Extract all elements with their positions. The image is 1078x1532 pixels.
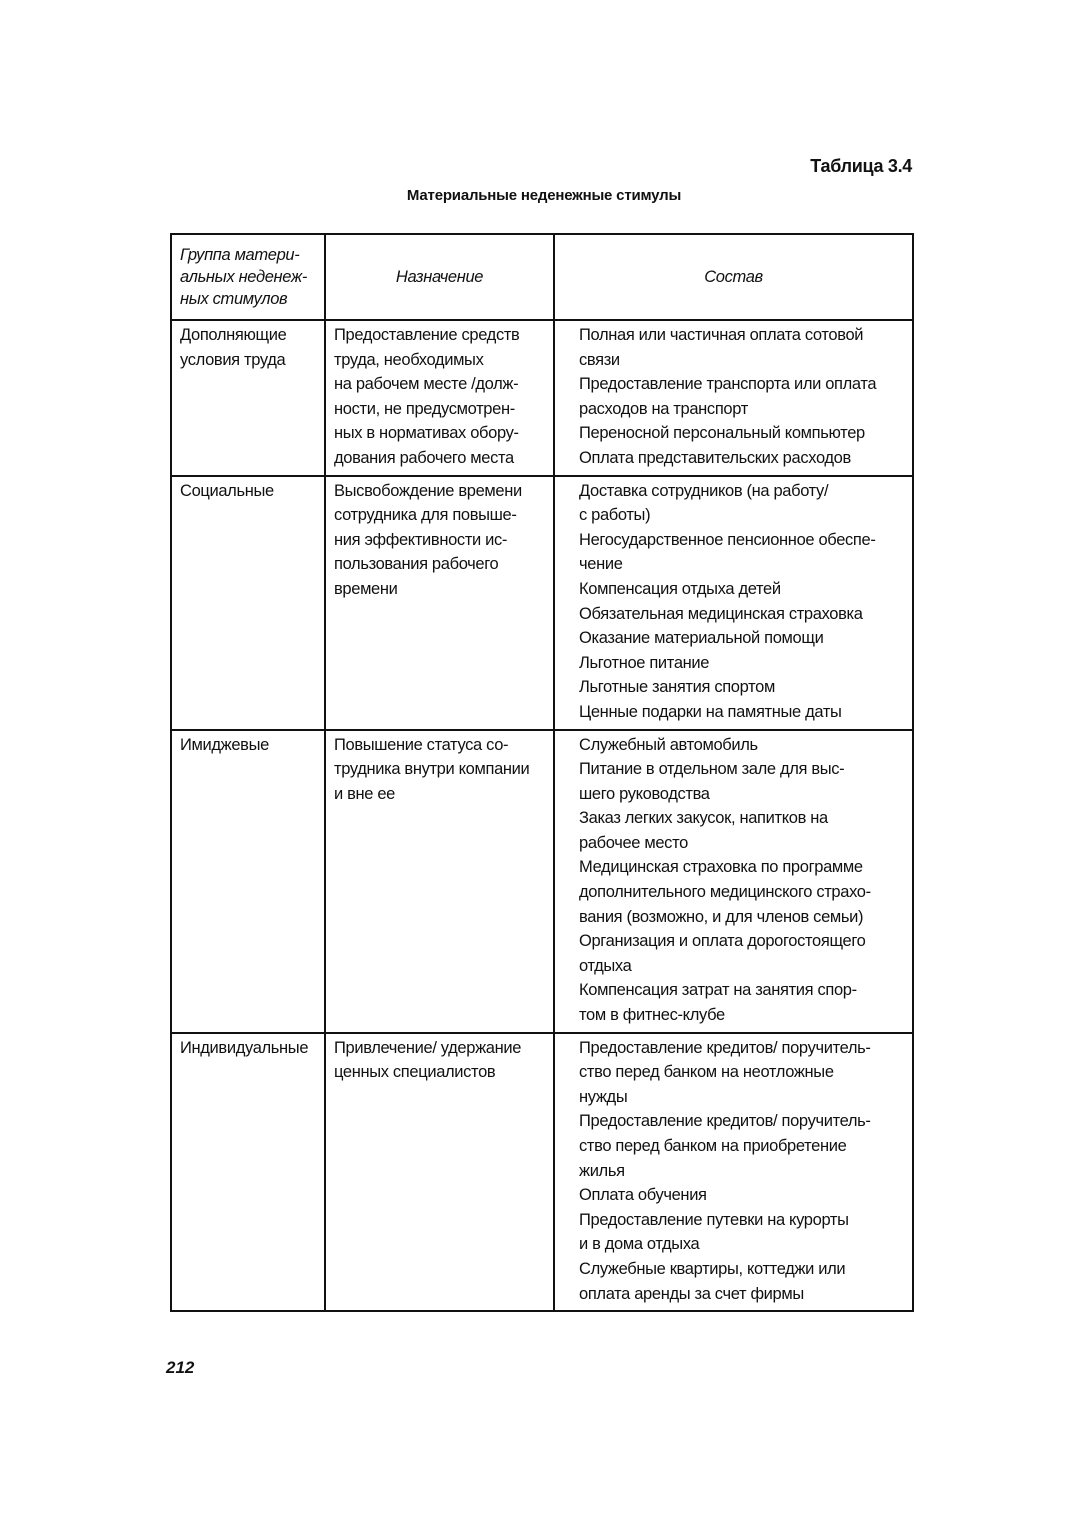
purpose-line: ных в нормативах обору- bbox=[334, 424, 519, 443]
table-row bbox=[171, 320, 913, 476]
items-line: Компенсация затрат на занятия спор- bbox=[579, 981, 857, 1000]
table-label: Таблица 3.4 bbox=[810, 156, 912, 176]
group-line: Имиджевые bbox=[180, 735, 269, 754]
items-line: с работы) bbox=[579, 506, 651, 525]
items-line: Ценные подарки на памятные даты bbox=[579, 702, 842, 721]
items-line: Льготное питание bbox=[579, 653, 710, 672]
items-line: Компенсация отдыха детей bbox=[579, 579, 781, 598]
items-line: Служебный автомобиль bbox=[579, 735, 758, 754]
items-line: дополнительного медицинского страхо- bbox=[579, 883, 871, 902]
purpose-line: трудника внутри компании bbox=[334, 760, 530, 779]
purpose-line: и вне ее bbox=[334, 784, 395, 803]
purpose-line: Предоставление средств bbox=[334, 326, 520, 344]
table-body bbox=[171, 320, 913, 1311]
group-line: Социальные bbox=[180, 481, 274, 500]
items-line: Полная или частичная оплата сотовой bbox=[579, 326, 864, 344]
purpose-line: Привлечение/ удержание bbox=[334, 1038, 522, 1057]
header-purpose: Назначение bbox=[325, 234, 554, 320]
page-number: 212 bbox=[166, 1358, 195, 1377]
items-line: Медицинская страховка по программе bbox=[579, 858, 863, 877]
group-cell bbox=[171, 1033, 325, 1312]
header-group-line: ных стимулов bbox=[180, 290, 288, 308]
header-group-line: альных неденеж- bbox=[180, 268, 308, 286]
purpose-line: труда, необходимых bbox=[334, 350, 484, 369]
items-line: ство перед банком на приобретение bbox=[579, 1137, 847, 1155]
purpose-line: пользования рабочего bbox=[334, 555, 499, 574]
items-line: чение bbox=[579, 555, 623, 574]
purpose-cell bbox=[325, 1033, 554, 1312]
items-line: связи bbox=[579, 350, 620, 369]
purpose-line: ности, не предусмотрен- bbox=[334, 399, 515, 418]
purpose-line: Повышение статуса со- bbox=[334, 735, 509, 754]
items-line: нужды bbox=[579, 1087, 628, 1106]
purpose-cell bbox=[325, 476, 554, 730]
purpose-line: сотрудника для повыше- bbox=[334, 506, 517, 525]
items-line: Доставка сотрудников (на работу/ bbox=[579, 481, 829, 500]
items-line: Предоставление кредитов/ поручитель- bbox=[579, 1038, 871, 1057]
items-line: вания (возможно, и для членов семьи) bbox=[579, 907, 864, 926]
group-line: условия труда bbox=[180, 350, 286, 369]
items-line: Обязательная медицинская страховка bbox=[579, 604, 863, 623]
items-line: ство перед банком на неотложные bbox=[579, 1063, 834, 1082]
table-row bbox=[171, 476, 913, 730]
group-cell bbox=[171, 476, 325, 730]
group-cell bbox=[171, 320, 325, 476]
group-line: Дополняющие bbox=[180, 326, 287, 344]
table-header-row bbox=[171, 234, 913, 320]
items-cell bbox=[554, 476, 913, 730]
header-group-line: Группа матери- bbox=[180, 246, 300, 264]
table-row bbox=[171, 1033, 913, 1312]
table-row bbox=[171, 730, 913, 1033]
items-line: отдыха bbox=[579, 956, 632, 975]
header-composition: Состав bbox=[554, 234, 913, 320]
items-line: жилья bbox=[579, 1161, 625, 1180]
purpose-cell bbox=[325, 320, 554, 476]
group-line: Индивидуальные bbox=[180, 1038, 309, 1057]
items-cell bbox=[554, 730, 913, 1033]
items-line: Заказ легких закусок, напитков на bbox=[579, 809, 828, 828]
purpose-line: на рабочем месте /долж- bbox=[334, 375, 519, 394]
stimuli-table bbox=[170, 233, 914, 1312]
purpose-line: времени bbox=[334, 579, 398, 598]
items-line: рабочее место bbox=[579, 833, 688, 852]
items-line: Переносной персональный компьютер bbox=[579, 424, 865, 443]
items-line: Оплата обучения bbox=[579, 1186, 707, 1205]
items-line: Оказание материальной помощи bbox=[579, 629, 824, 648]
items-line: оплата аренды за счет фирмы bbox=[579, 1284, 804, 1303]
items-line: Льготные занятия спортом bbox=[579, 678, 775, 697]
items-line: Оплата представительских расходов bbox=[579, 448, 851, 467]
items-line: Служебные квартиры, коттеджи или bbox=[579, 1259, 846, 1278]
items-line: Предоставление транспорта или оплата bbox=[579, 375, 877, 394]
items-line: и в дома отдыха bbox=[579, 1235, 700, 1254]
items-line: расходов на транспорт bbox=[579, 399, 748, 418]
header-group bbox=[171, 234, 325, 320]
purpose-line: ценных специалистов bbox=[334, 1063, 496, 1082]
group-cell bbox=[171, 730, 325, 1033]
purpose-line: дования рабочего места bbox=[334, 448, 514, 467]
items-cell bbox=[554, 1033, 913, 1312]
purpose-line: ния эффективности ис- bbox=[334, 530, 508, 549]
items-cell bbox=[554, 320, 913, 476]
items-line: Организация и оплата дорогостоящего bbox=[579, 932, 866, 951]
items-line: том в фитнес-клубе bbox=[579, 1006, 725, 1025]
purpose-line: Высвобождение времени bbox=[334, 481, 522, 500]
items-line: Негосударственное пенсионное обеспе- bbox=[579, 530, 876, 549]
table-title: Материальные неденежные стимулы bbox=[406, 187, 682, 204]
purpose-cell bbox=[325, 730, 554, 1033]
items-line: шего руководства bbox=[579, 784, 710, 803]
items-line: Питание в отдельном зале для выс- bbox=[579, 760, 845, 779]
items-line: Предоставление кредитов/ поручитель- bbox=[579, 1112, 871, 1131]
items-line: Предоставление путевки на курорты bbox=[579, 1210, 849, 1229]
